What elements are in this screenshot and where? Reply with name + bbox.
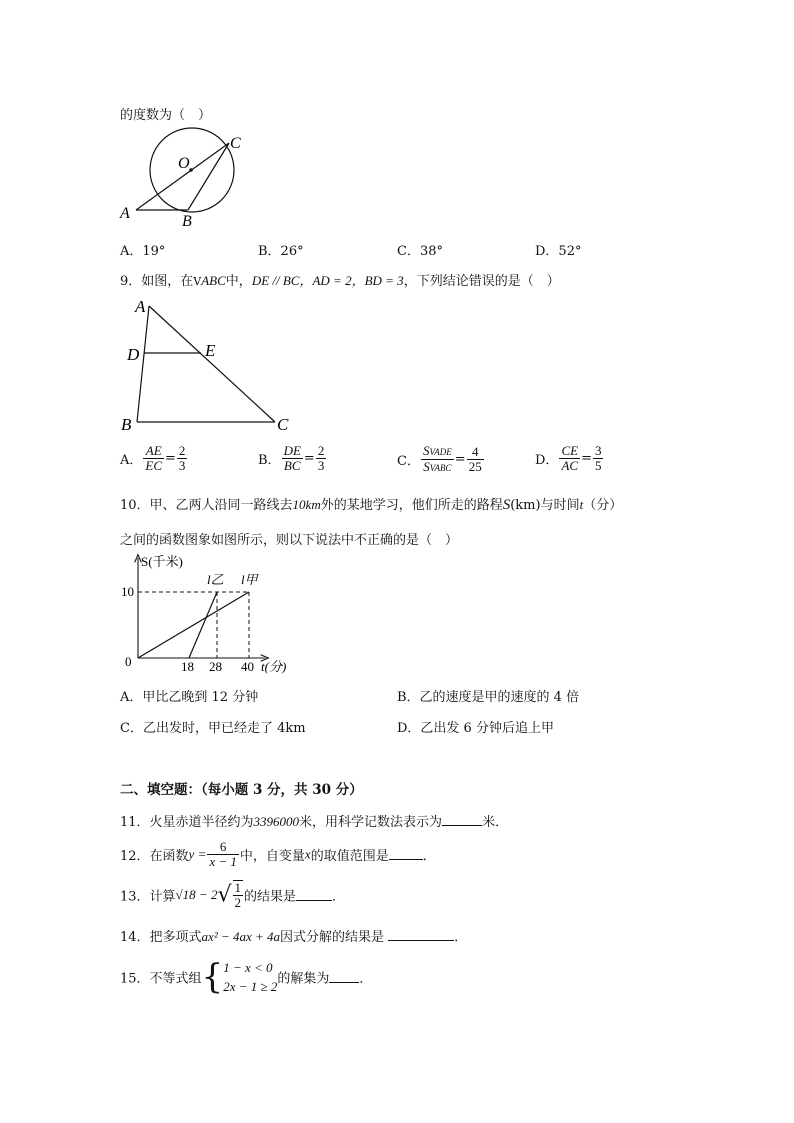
label-E: E bbox=[205, 341, 216, 360]
label-B: B bbox=[121, 415, 132, 434]
label-B: B bbox=[182, 213, 192, 230]
q11-blank[interactable] bbox=[442, 815, 482, 826]
q9-stem: 9．如图，在VABC中，DE // BC，AD = 2，BD = 3，下列结论错误的是（ ） bbox=[120, 273, 560, 289]
y-axis-label: S(千米) bbox=[141, 554, 183, 569]
q10-option-b: B．乙的速度是甲的速度的 4 倍 bbox=[397, 690, 580, 705]
q15-blank[interactable] bbox=[329, 972, 359, 983]
x-tick-18: 18 bbox=[181, 659, 194, 674]
label-C: C bbox=[230, 135, 241, 152]
q10-line-1: 10．甲、乙两人沿同一路线去10km外的某地学习，他们所走的路程S(km)与时间t（分） bbox=[120, 497, 623, 513]
q14: 14．把多项式ax² − 4ax + 4a因式分解的结果是 ． bbox=[120, 929, 468, 945]
q13-blank[interactable] bbox=[296, 890, 332, 901]
q8-stem-tail: 的度数为（ ） bbox=[120, 108, 212, 123]
q8-option-a: A．19° bbox=[120, 244, 166, 259]
line-yi-label: l乙 bbox=[207, 572, 224, 587]
x-tick-28: 28 bbox=[209, 659, 222, 674]
q11: 11．火星赤道半径约为3396000米，用科学记数法表示为 米． bbox=[120, 814, 509, 830]
q10-option-d: D．乙出发 6 分钟后追上甲 bbox=[397, 721, 554, 736]
label-O: O bbox=[178, 155, 190, 172]
label-D: D bbox=[127, 345, 140, 364]
q8-option-d: D．52° bbox=[535, 244, 582, 259]
q9-triangle-figure bbox=[115, 296, 300, 436]
q10-distance-time-graph bbox=[115, 550, 305, 676]
q8-option-b: B．26° bbox=[258, 244, 304, 259]
origin-label: 0 bbox=[125, 654, 132, 669]
q10-option-c: C．乙出发时，甲已经走了 4km bbox=[120, 721, 306, 736]
y-tick-10: 10 bbox=[121, 584, 134, 599]
q10-option-a: A．甲比乙晚到 12 分钟 bbox=[120, 690, 259, 705]
q15: 15．不等式组{ 1 − x < 0 2x − 1 ≥ 2 的解集为 ． bbox=[120, 957, 373, 997]
q9-option-c: C． $\frac{\text{SVADE}}{\text{SVABC}}$ = $\frac{4}{25}$ bbox=[397, 443, 482, 474]
x-axis-label: t(分) bbox=[261, 659, 287, 674]
sqrt-sign: √ bbox=[217, 882, 232, 908]
q10-line-2: 之间的函数图象如图所示，则以下说法中不正确的是（ ） bbox=[120, 533, 459, 548]
q13: 13．计算√18 − 2√ $\frac{1}{2}$ 的结果是 ． bbox=[120, 880, 346, 910]
line-jia-label: l甲 bbox=[241, 572, 258, 587]
q9-option-a: A． $\frac{AE}{EC}$ = $\frac{2}{3}$ bbox=[120, 443, 186, 473]
section-2-title: 二、填空题：（每小题 3 分，共 30 分） bbox=[120, 782, 363, 798]
q14-blank[interactable] bbox=[388, 930, 454, 941]
q9-option-d: D． $\frac{CE}{AC}$ = $\frac{3}{5}$ bbox=[535, 443, 602, 473]
q8-option-c: C．38° bbox=[397, 244, 443, 259]
label-A: A bbox=[120, 205, 130, 222]
label-A: A bbox=[135, 297, 146, 316]
q8-circle-figure bbox=[110, 126, 270, 232]
label-C: C bbox=[277, 415, 289, 434]
x-tick-40: 40 bbox=[241, 659, 254, 674]
q12-blank[interactable] bbox=[389, 849, 423, 860]
q12: 12．在函数y = $\frac{6}{x - 1}$ 中，自变量x的取值范围是 ． bbox=[120, 839, 436, 869]
q9-option-b: B． $\frac{DE}{BC}$ = $\frac{2}{3}$ bbox=[258, 443, 325, 473]
